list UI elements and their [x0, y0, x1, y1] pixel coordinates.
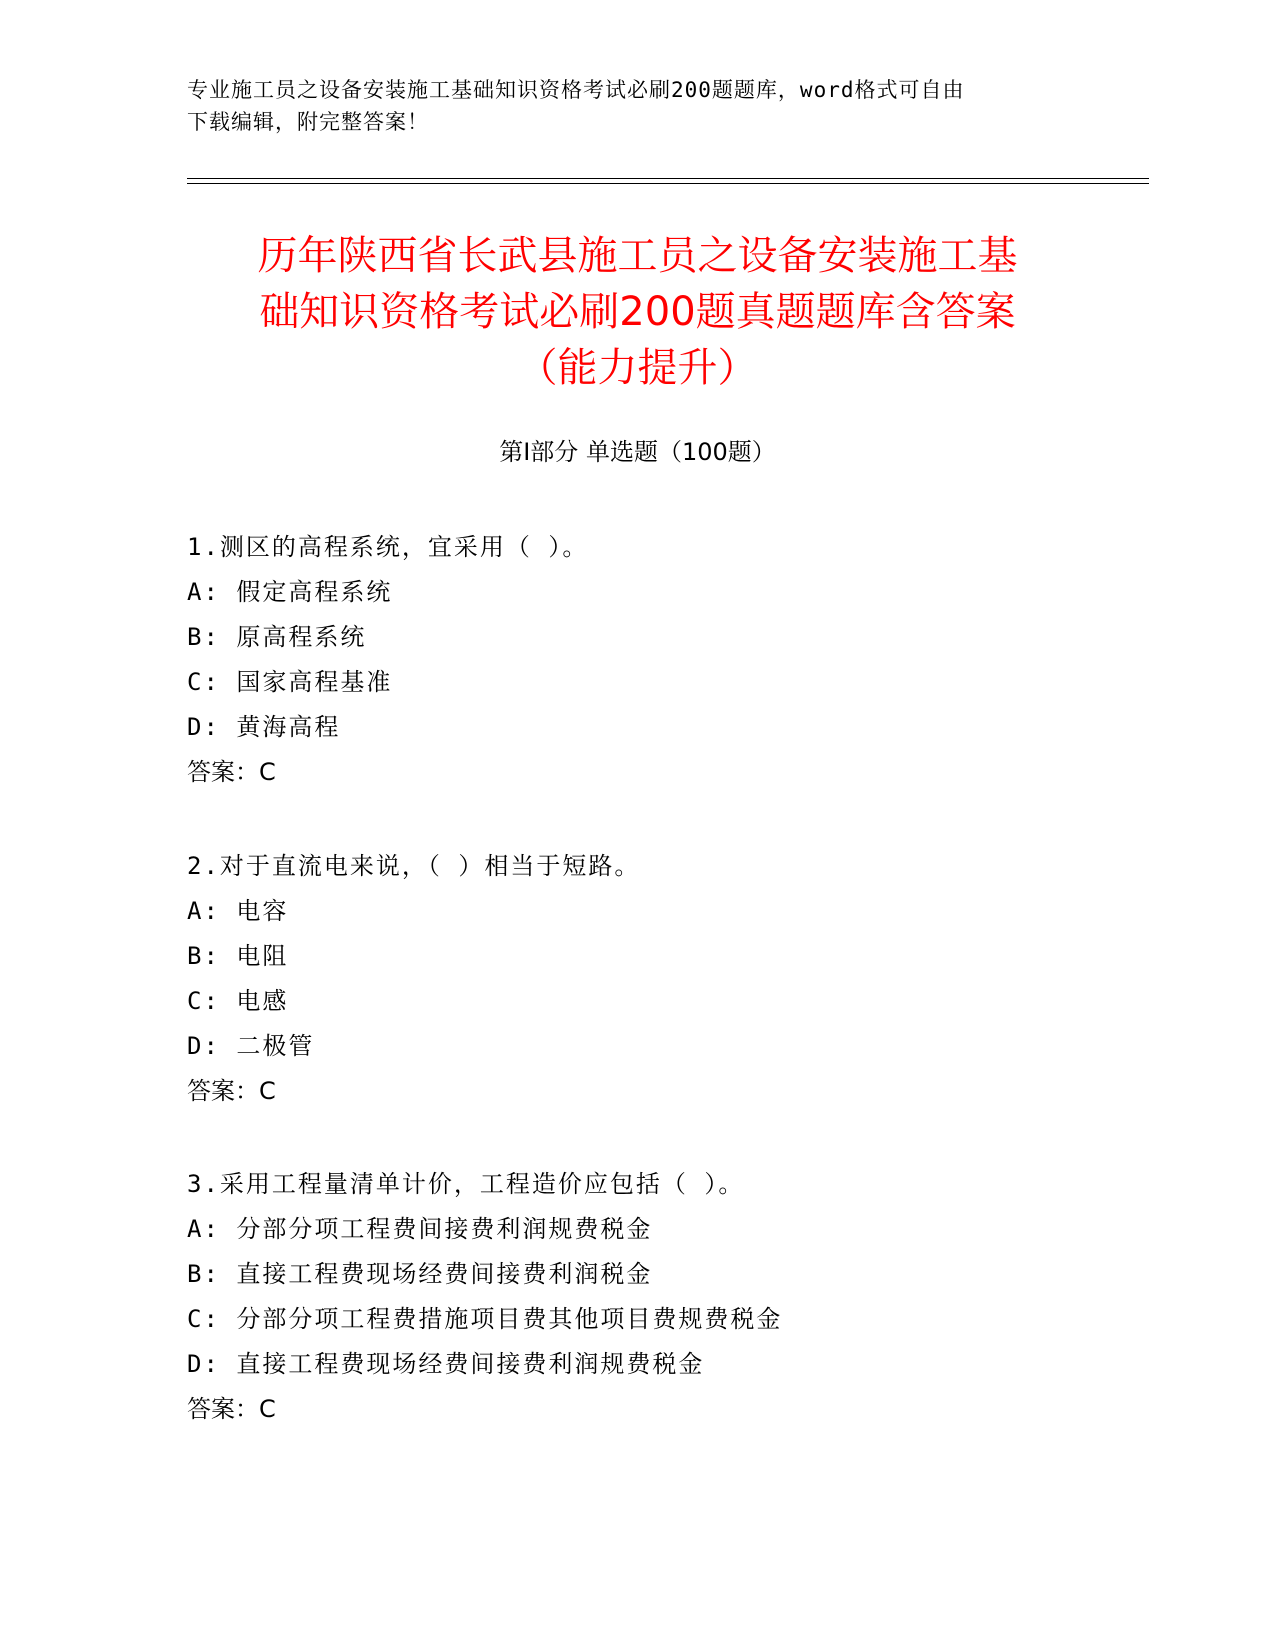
question-1 [187, 525, 1087, 795]
option-c: C: 电感 [187, 987, 289, 1015]
option-a: A: 分部分项工程费间接费利润规费税金 [187, 1215, 653, 1243]
question-3 [187, 1162, 1087, 1432]
header-divider-top [187, 178, 1149, 179]
option-d: D: 二极管 [187, 1032, 315, 1060]
header-divider-bottom [187, 183, 1149, 184]
document-title-line-1: 历年陕西省长武县施工员之设备安装施工基 [257, 233, 1018, 279]
section-heading: 第Ⅰ部分 单选题（100题） [499, 438, 776, 466]
document-title [170, 228, 1105, 396]
header-note-line-1: 专业施工员之设备安装施工基础知识资格考试必刷200题题库，word格式可自由 [187, 78, 965, 102]
option-b: B: 电阻 [187, 942, 289, 970]
header-note [187, 74, 1067, 138]
document-title-line-2: 础知识资格考试必刷200题真题题库含答案 [259, 289, 1016, 335]
header-note-line-2: 下载编辑，附完整答案！ [187, 110, 429, 134]
option-c: C: 国家高程基准 [187, 668, 393, 696]
option-d: D: 直接工程费现场经费间接费利润规费税金 [187, 1350, 705, 1378]
question-stem: 2.对于直流电来说，（ ）相当于短路。 [187, 852, 641, 880]
answer: 答案：C [187, 1395, 276, 1423]
option-c: C: 分部分项工程费措施项目费其他项目费规费税金 [187, 1305, 783, 1333]
answer: 答案：C [187, 1077, 276, 1105]
option-b: B: 原高程系统 [187, 623, 367, 651]
answer: 答案：C [187, 758, 276, 786]
question-stem: 3.采用工程量清单计价，工程造价应包括（ ）。 [187, 1170, 745, 1198]
option-d: D: 黄海高程 [187, 713, 341, 741]
option-a: A: 电容 [187, 897, 289, 925]
option-b: B: 直接工程费现场经费间接费利润税金 [187, 1260, 653, 1288]
option-a: A: 假定高程系统 [187, 578, 393, 606]
question-2 [187, 844, 1087, 1114]
question-stem: 1.测区的高程系统，宜采用（ ）。 [187, 533, 589, 561]
document-title-line-3: （能力提升） [517, 345, 758, 391]
